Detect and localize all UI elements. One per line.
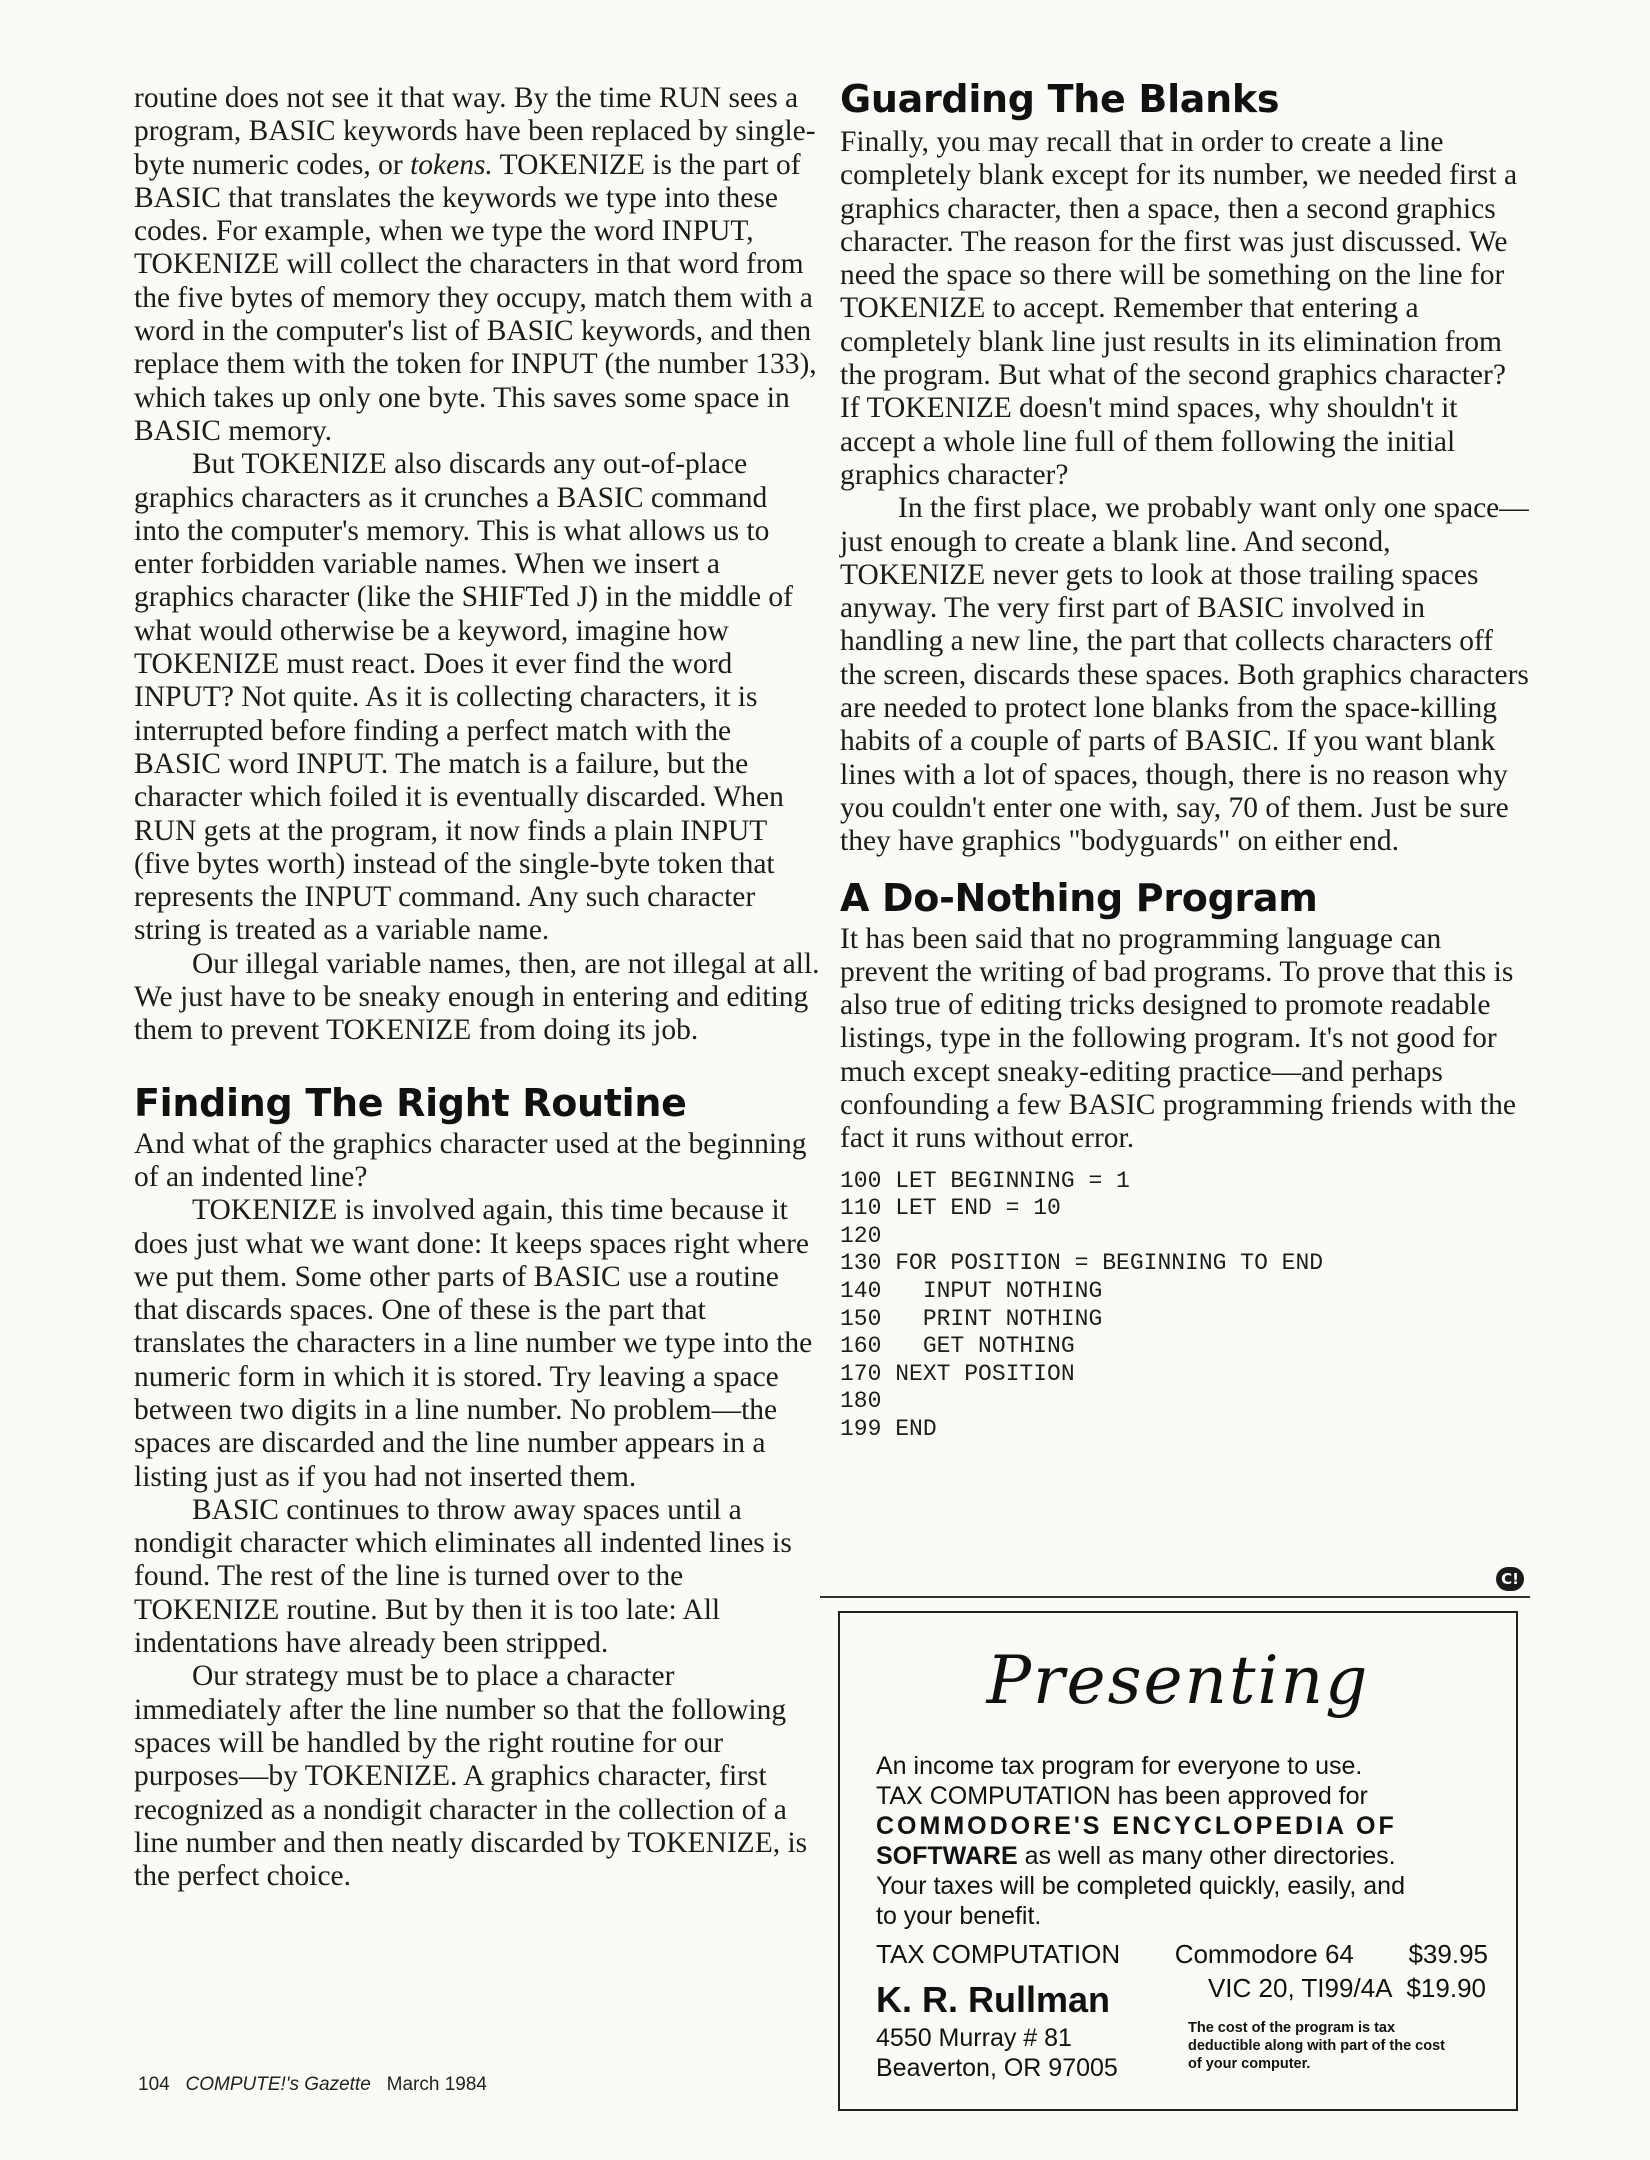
- ad-product-row: [876, 1939, 1488, 1969]
- right-column: [840, 77, 1530, 1444]
- paragraph: routine does not see it that way. By the time RUN sees a program, BASIC keywords have been replaced by single-byte numeric codes, or tokens. TOKENIZE is the part of BASIC that translates the keywords we type into these codes. For example, when we type the word INPUT, TOKENIZE will collect the characters in that word from the five bytes of memory they occupy, match them with a word in the computer's list of BASIC keywords, and then replace them with the token for INPUT (the number 133), which takes up only one byte. This saves some space in BASIC memory.: [134, 82, 817, 447]
- ad-line: to your benefit.: [876, 1902, 1042, 1930]
- left-column: [134, 82, 820, 1893]
- magazine-title: COMPUTE!'s Gazette: [185, 2074, 371, 2095]
- paragraph: And what of the graphics character used at the beginning of an indented line?: [134, 1127, 807, 1193]
- price: $19.90: [1406, 1973, 1486, 2003]
- company-address: 4550 Murray # 81 Beaverton, OR 97005: [876, 2024, 1118, 2082]
- company-name: K. R. Rullman: [876, 1979, 1111, 2020]
- issue-date: March 1984: [386, 2074, 487, 2095]
- section-heading: Guarding The Blanks: [840, 77, 1280, 121]
- ad-fine-print: The cost of the program is tax deductible along with part of the cost of your computer.: [1188, 2020, 1445, 2072]
- ad-line: TAX COMPUTATION has been approved for: [876, 1782, 1368, 1810]
- code-line: 130 FOR POSITION = BEGINNING TO END: [840, 1250, 1324, 1277]
- paragraph: Our illegal variable names, then, are not illegal at all. We just have to be sneaky enough in entering and editing them to prevent TOKENIZE from doing its job.: [134, 947, 820, 1047]
- page-footer: [138, 2074, 487, 2096]
- ad-line: COMMODORE'S ENCYCLOPEDIA OF: [876, 1812, 1397, 1840]
- paragraph: In the first place, we probably want only one space—just enough to create a blank line. And second, TOKENIZE never gets to look at those trailing spaces anyway. The very first part of BASIC involved in handling a new line, the part that collects characters off the screen, discards these spaces. Both graphics characters are needed to protect lone blanks from the space-killing habits of a couple of parts of BASIC. If you want blank lines with a lot of spaces, though, there is no reason why you couldn't enter one with, say, 70 of them. Just be sure they have graphics "bodyguards" on either end.: [840, 492, 1529, 858]
- divider: [820, 1596, 1530, 1598]
- ad-body: [876, 1751, 1488, 1931]
- section-heading: Finding The Right Routine: [134, 1080, 687, 1125]
- platform: VIC 20, TI99/4A: [1207, 1973, 1393, 2003]
- ad-line: SOFTWARE as well as many other directories.: [876, 1842, 1396, 1870]
- code-line: 110 LET END = 10: [840, 1195, 1061, 1222]
- ad-line: Your taxes will be completed quickly, easily, and: [876, 1872, 1405, 1900]
- ad-script-title: Presenting: [986, 1642, 1370, 1719]
- code-line: 180: [840, 1388, 882, 1415]
- paragraph: It has been said that no programming language can prevent the writing of bad programs. To prove that this is also true of editing tricks designed to promote readable listings, type in the following program. It's not good for much except sneaky-editing practice—and perhaps confounding a few BASIC programming friends with the fact it runs without error.: [840, 922, 1516, 1155]
- code-line: 160 GET NOTHING: [840, 1333, 1075, 1360]
- section-heading: A Do-Nothing Program: [840, 875, 1318, 920]
- emphasis: tokens.: [410, 148, 493, 181]
- code-line: 100 LET BEGINNING = 1: [840, 1167, 1130, 1194]
- advertisement: [838, 1611, 1518, 2111]
- paragraph: Finally, you may recall that in order to create a line completely blank except for its number, we needed first a graphics character, then a space, then a second graphics character. The reason for the first was just discussed. We need the space so there will be something on the line for TOKENIZE to accept. Remember that entering a completely blank line just results in its elimination from the program. But what of the second graphics character? If TOKENIZE doesn't mind spaces, why shouldn't it accept a whole line full of them following the initial graphics character?: [840, 126, 1518, 491]
- code-line: 150 PRINT NOTHING: [840, 1305, 1103, 1332]
- paragraph: BASIC continues to throw away spaces until a nondigit character which eliminates all indented lines is found. The rest of the line is turned over to the TOKENIZE routine. But by then it is too late: All indentations have already been stripped.: [134, 1493, 792, 1660]
- code-line: 199 END: [840, 1415, 937, 1442]
- code-line: 140 INPUT NOTHING: [840, 1277, 1103, 1304]
- paragraph: Our strategy must be to place a character immediately after the line number so that the following spaces will be handled by the right routine for our purposes—by TOKENIZE. A graphics character, first recognized as a nondigit character in the collection of a line number and then neatly discarded by TOKENIZE, is the perfect choice.: [134, 1660, 808, 1893]
- ad-product-row-2: [1208, 1973, 1486, 2003]
- paragraph: But TOKENIZE also discards any out-of-place graphics characters as it crunches a BASIC command into the computer's memory. This is what allows us to enter forbidden variable names. When we insert a graphics character (like the SHIFTed J) in the middle of what would otherwise be a keyword, imagine how TOKENIZE must react. Does it ever find the word INPUT? Not quite. As it is collecting characters, it is interrupted before finding a perfect match with the BASIC word INPUT. The match is a failure, but the character which foiled it is eventually discarded. When RUN gets at the program, it now finds a plain INPUT (five bytes worth) instead of the single-byte token that represents the INPUT command. Any such character string is treated as a variable name.: [134, 448, 794, 947]
- code-listing: [840, 1168, 1530, 1444]
- code-line: 170 NEXT POSITION: [840, 1360, 1075, 1387]
- end-of-article-icon: C!: [1496, 1567, 1524, 1591]
- product-name: TAX COMPUTATION: [876, 1939, 1121, 1969]
- code-line: 120: [840, 1222, 882, 1249]
- ad-line: An income tax program for everyone to use.: [876, 1752, 1363, 1780]
- page-number: 104: [138, 2074, 170, 2095]
- platform: Commodore 64: [1174, 1939, 1354, 1969]
- price: $39.95: [1408, 1939, 1488, 1969]
- paragraph: TOKENIZE is involved again, this time because it does just what we want done: It keeps spaces right where we put them. Some other parts of BASIC use a routine that discards spaces. One of these is the part that translates the characters in a line number we type into the numeric form in which it is stored. Try leaving a space between two digits in a line number. No problem—the spaces are discarded and the line number appears in a listing just as if you had not inserted them.: [134, 1194, 813, 1493]
